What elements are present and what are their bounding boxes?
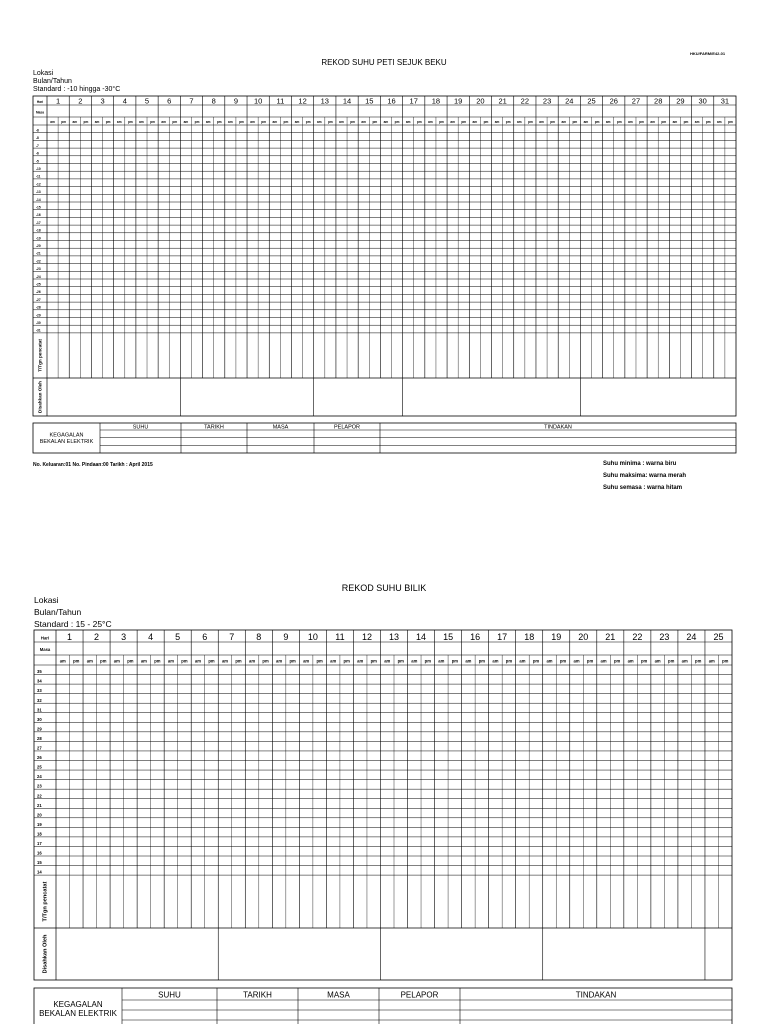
form1-temp-label: -15 (36, 205, 41, 210)
form2-verified-label: Disahkan Oleh (42, 934, 49, 974)
form1-am-label: am (72, 120, 78, 124)
form2-am-label: am (708, 658, 715, 664)
form2-day-number: 14 (416, 632, 427, 643)
form2-am-label: am (194, 658, 201, 664)
form1-temp-label: -10 (36, 167, 41, 172)
form2-am-label: am (140, 658, 147, 664)
form1-temp-label: -6 (36, 151, 39, 156)
form1-am-label: am (294, 120, 300, 124)
form1-footer: No. Keluaran:01 No. Pindaan:00 Tarikh : April 2015 (33, 462, 153, 468)
form1-title: REKOD SUHU PETI SEJUK BEKU (321, 58, 447, 67)
form2-day-number: 8 (256, 632, 262, 643)
form2-am-label: am (627, 658, 634, 664)
form1-day-number: 4 (122, 96, 127, 106)
form2-day-number: 16 (470, 632, 481, 643)
form1-day-number: 9 (233, 96, 239, 106)
form2-failure-frame (34, 988, 732, 1024)
form1-verified-label: Disahkan Oleh (37, 381, 43, 413)
form2-temp-label: 34 (37, 678, 42, 684)
form2-temp-label: 26 (37, 755, 42, 761)
form1-am-label: am (516, 120, 522, 124)
form2-temp-label: 33 (37, 688, 42, 694)
form2-pm-label: pm (181, 658, 188, 664)
form1-day-number: 29 (676, 96, 685, 106)
form2-temp-label: 31 (37, 707, 42, 713)
form2-day-number: 2 (94, 632, 100, 643)
form2-pm-label: pm (343, 658, 350, 664)
form1-temp-label: -28 (36, 305, 41, 310)
form1-am-label: am (250, 120, 255, 124)
form2-day-number: 15 (443, 632, 454, 643)
form1-am-label: am (183, 120, 189, 124)
form1-pm-label: pm (505, 120, 511, 124)
form2-month-year-label: Bulan/Tahun (34, 607, 82, 617)
form1-am-label: am (561, 120, 567, 124)
form2-failure-header: TARIKH (243, 990, 272, 1000)
form2-pm-label: pm (505, 658, 513, 664)
form2-pm-label: pm (586, 658, 594, 664)
form2-failure-header: PELAPOR (400, 990, 439, 1000)
form1-pm-label: pm (661, 120, 667, 124)
form1-failure-header: MASA (272, 424, 289, 431)
form2-temp-label: 20 (37, 812, 42, 818)
form2-am-label: am (113, 658, 120, 664)
legend-max: Suhu maksima: warna merah (603, 473, 687, 479)
form2-pm-label: pm (316, 658, 323, 664)
form1-day-number: 13 (320, 96, 329, 106)
form1-pm-label: pm (239, 120, 244, 124)
form2-pm-label: pm (154, 658, 161, 664)
form1-pm-label: pm (439, 120, 444, 124)
form1-temp-label: -5 (36, 159, 39, 164)
form1-pm-label: pm (639, 120, 644, 124)
form1-temp-label: -12 (36, 182, 41, 187)
form2-am-label: am (573, 658, 580, 664)
form2-pm-label: pm (289, 658, 296, 664)
form2-standard-label: Standard : 15 - 25°C (34, 619, 112, 629)
form1-pm-label: pm (105, 120, 111, 124)
form1-day-number: 26 (609, 96, 618, 106)
form1-pm-label: pm (594, 120, 600, 124)
form1-am-label: am (228, 120, 233, 124)
form1-day-number: 12 (298, 96, 307, 106)
form2-am-label: am (519, 658, 526, 664)
form2-temp-label: 15 (37, 860, 42, 866)
form1-am-label: am (539, 120, 544, 124)
form2-recorder-label: T/Tgn pencatat (42, 881, 49, 922)
form2-am-label: am (465, 658, 472, 664)
form2-title: REKOD SUHU BILIK (341, 583, 427, 593)
form2-am-label: am (167, 658, 174, 664)
form2-day-number: 11 (335, 632, 345, 643)
form1-day-number: 23 (542, 96, 552, 106)
form1-am-label: am (717, 120, 722, 124)
form1-pm-label: pm (194, 120, 200, 124)
form1-pm-label: pm (305, 120, 311, 124)
form1-standard-label: Standard : -10 hingga -30°C (33, 86, 121, 93)
form1-temp-label: -17 (36, 220, 41, 225)
form1-day-number: 21 (498, 96, 507, 106)
form1-temp-label: -23 (36, 267, 41, 272)
form1-am-label: am (650, 120, 655, 124)
form1-location-label: Lokasi (33, 70, 54, 77)
form2-day-number: 24 (686, 632, 697, 643)
form1-temp-label: -20 (36, 244, 41, 249)
form2-failure-header: MASA (327, 990, 350, 1000)
form2-pm-label: pm (127, 658, 134, 664)
form1-pm-label: pm (150, 120, 155, 124)
form1-temp-label: -18 (36, 228, 41, 233)
form1-day-number: 10 (253, 96, 263, 106)
form2-pm-label: pm (208, 658, 215, 664)
form1-temp-label: -26 (36, 290, 41, 295)
form2-pm-label: pm (397, 658, 404, 664)
form2-am-label: am (303, 658, 310, 664)
form1-day-number: 17 (409, 96, 418, 106)
form2-pm-label: pm (451, 658, 458, 664)
form2-pm-label: pm (478, 658, 486, 664)
form1-am-label: am (205, 120, 211, 124)
form2-day-number: 6 (202, 632, 208, 643)
form2-temp-label: 21 (37, 802, 42, 808)
form1-temp-label: -13 (36, 190, 41, 195)
form2-temp-label: 27 (37, 745, 42, 751)
form2-temp-label: 22 (37, 793, 42, 799)
form1-failure-header: TARIKH (204, 424, 224, 431)
form1-temp-label: -19 (36, 236, 41, 241)
form2-day-number: 17 (497, 632, 508, 643)
form1-am-label: am (94, 120, 100, 124)
form1-temp-label: -21 (36, 251, 41, 256)
form2-day-number: 18 (524, 632, 535, 643)
form2-pm-label: pm (100, 658, 107, 664)
form1-pm-label: pm (572, 120, 578, 124)
form1-am-label: am (339, 120, 344, 124)
document-code: HKU/FARM/E42-01 (690, 51, 726, 56)
form2-day-number: 10 (307, 632, 318, 643)
form2-failure-header: TINDAKAN (575, 990, 617, 1000)
form2-pm-label: pm (532, 658, 540, 664)
form2-day-number: 5 (175, 632, 181, 643)
form1-day-number: 3 (100, 96, 105, 106)
form1-pm-label: pm (394, 120, 400, 124)
form2-pm-label: pm (73, 658, 80, 664)
form1-pm-label: pm (83, 120, 89, 124)
form1-am-label: am (316, 120, 322, 124)
form1-day-number: 15 (365, 96, 374, 106)
form1-day-number: 19 (454, 96, 463, 106)
form1-day-number: 6 (167, 96, 172, 106)
form1-failure-label-2: BEKALAN ELEKTRIK (39, 439, 94, 445)
form2-pm-label: pm (559, 658, 567, 664)
form1-day-number: 5 (144, 96, 150, 106)
form1-pm-label: pm (172, 120, 178, 124)
form1-pm-label: pm (683, 120, 689, 124)
form2-temp-label: 29 (37, 726, 42, 732)
form2-temp-label: 14 (37, 869, 42, 875)
form2-pm-label: pm (424, 658, 431, 664)
form2-am-label: am (681, 658, 688, 664)
form1-hari-label: Hari (36, 100, 44, 105)
form1-am-label: am (361, 120, 367, 124)
form2-day-number: 20 (578, 632, 589, 643)
form1-day-number: 31 (720, 96, 730, 106)
form1-month-year-label: Bulan/Tahun (33, 78, 72, 85)
form2-am-label: am (438, 658, 445, 664)
form1-day-number: 16 (387, 96, 396, 106)
form1-failure-header: PELAPOR (334, 424, 360, 431)
form1-pm-label: pm (216, 120, 222, 124)
form2-am-label: am (276, 658, 283, 664)
form2-day-number: 13 (388, 632, 400, 643)
form2-failure-label-1: KEGAGALAN (53, 999, 103, 1009)
form2-am-label: am (384, 658, 391, 664)
form2-temp-label: 30 (37, 716, 42, 722)
form2-am-label: am (59, 658, 66, 664)
form1-pm-label: pm (416, 120, 422, 124)
form1-pm-label: pm (283, 120, 289, 124)
form2-temp-label: 35 (37, 669, 42, 675)
form1-day-number: 28 (654, 96, 663, 106)
form1-temp-label: -24 (36, 274, 41, 279)
form1-pm-label: pm (461, 120, 467, 124)
form1-pm-label: pm (127, 120, 133, 124)
form1-day-number: 20 (476, 96, 485, 106)
form2-temp-label: 17 (37, 841, 42, 847)
form2-day-number: 19 (551, 632, 562, 643)
form1-day-number: 1 (56, 96, 61, 106)
form1-temp-label: -8 (36, 136, 39, 141)
form1-temp-label: -31 (36, 328, 41, 333)
form1-temp-label: -27 (36, 297, 41, 302)
form1-temp-label: -14 (36, 197, 41, 202)
form1-temp-label: -25 (36, 282, 41, 287)
form2-pm-label: pm (640, 658, 648, 664)
form1-day-number: 27 (631, 96, 641, 106)
form2-temp-label: 32 (37, 697, 42, 703)
form2-am-label: am (654, 658, 661, 664)
form1-day-number: 14 (342, 96, 352, 106)
form1-temp-label: -30 (36, 321, 41, 326)
form1-temp-label: -29 (36, 313, 41, 318)
form2-masa-label: Masa (39, 647, 51, 653)
form2-am-label: am (249, 658, 256, 664)
form1-pm-label: pm (528, 120, 533, 124)
form1-temp-label: -11 (36, 174, 41, 179)
form2-day-number: 3 (121, 632, 127, 643)
form2-failure-label-2: BEKALAN ELEKTRIK (39, 1008, 117, 1018)
form1-pm-label: pm (705, 120, 711, 124)
form1-am-label: am (494, 120, 500, 124)
form2-failure-header: SUHU (158, 990, 181, 1000)
form1-temp-label: -8 (36, 128, 39, 133)
legend-current: Suhu semasa : warna hitam (603, 485, 683, 491)
form1-pm-label: pm (372, 120, 378, 124)
form1-day-number: 7 (189, 96, 194, 106)
form2-day-number: 9 (283, 632, 289, 643)
form1-day-number: 18 (431, 96, 441, 106)
form2-location-label: Lokasi (34, 595, 59, 605)
form2-temp-label: 18 (37, 831, 42, 837)
form1-am-label: am (116, 120, 122, 124)
form1-failure-header: SUHU (132, 424, 149, 431)
form1-pm-label: pm (327, 120, 333, 124)
form2-day-number: 4 (148, 632, 154, 643)
form1-am-label: am (383, 120, 389, 124)
form2-pm-label: pm (262, 658, 269, 664)
form1-pm-label: pm (350, 120, 355, 124)
form2-temp-label: 25 (37, 764, 42, 770)
form2-pm-label: pm (695, 658, 702, 664)
form1-am-label: am (139, 120, 144, 124)
form1-am-label: am (605, 120, 611, 124)
form1-temp-label: -16 (36, 213, 41, 218)
form2-pm-label: pm (668, 658, 675, 664)
form1-day-number: 30 (698, 96, 707, 106)
form1-pm-label: pm (728, 120, 733, 124)
form1-temp-label: -7 (36, 143, 39, 148)
form1-am-label: am (583, 120, 589, 124)
form1-am-label: am (428, 120, 433, 124)
form1-day-number: 8 (211, 96, 216, 106)
form1-am-label: am (161, 120, 166, 124)
form2-am-label: am (330, 658, 337, 664)
form2-hari-label: Hari (40, 635, 50, 641)
form1-am-label: am (450, 120, 455, 124)
form1-pm-label: pm (61, 120, 67, 124)
form2-am-label: am (546, 658, 553, 664)
form2-am-label: am (357, 658, 364, 664)
form1-day-number: 25 (587, 96, 596, 106)
form2-temp-label: 28 (37, 735, 42, 741)
form1-masa-label: Masa (36, 110, 44, 115)
form2-temp-label: 24 (37, 774, 42, 780)
form1-day-number: 24 (565, 96, 574, 106)
form2-pm-label: pm (722, 658, 729, 664)
form2-am-label: am (86, 658, 93, 664)
form2-am-label: am (492, 658, 499, 664)
form2-pm-label: pm (235, 658, 242, 664)
form2-day-number: 12 (361, 632, 372, 643)
form1-recorder-label: T/Tgn pencatat (37, 339, 43, 372)
form1-am-label: am (694, 120, 700, 124)
form2-grid-frame (34, 630, 732, 980)
form2-day-number: 22 (632, 632, 643, 643)
form1-am-label: am (628, 120, 633, 124)
form2-day-number: 25 (713, 632, 724, 643)
form1-am-label: am (472, 120, 478, 124)
form1-day-number: 11 (276, 96, 285, 106)
form1-am-label: am (672, 120, 678, 124)
form1-day-number: 22 (520, 96, 530, 106)
form1-temp-label: -22 (36, 259, 41, 264)
form2-day-number: 1 (67, 632, 73, 643)
form2-am-label: am (221, 658, 229, 664)
form2-day-number: 23 (659, 632, 670, 643)
form1-am-label: am (272, 120, 278, 124)
form1-pm-label: pm (616, 120, 622, 124)
form2-pm-label: pm (370, 658, 377, 664)
form2-temp-label: 16 (37, 850, 42, 856)
form2-temp-label: 23 (37, 783, 42, 789)
legend-min: Suhu minima : warna biru (603, 461, 677, 467)
form1-pm-label: pm (550, 120, 556, 124)
form1-failure-header: TINDAKAN (544, 424, 572, 431)
form1-day-number: 2 (78, 96, 83, 106)
form1-am-label: am (50, 120, 55, 124)
form2-am-label: am (600, 658, 607, 664)
form1-pm-label: pm (261, 120, 267, 124)
form2-day-number: 21 (605, 632, 616, 643)
form2-pm-label: pm (613, 658, 621, 664)
form2-temp-label: 19 (37, 821, 42, 827)
form2-day-number: 7 (229, 632, 235, 643)
form2-am-label: am (411, 658, 418, 664)
form1-pm-label: pm (483, 120, 489, 124)
form1-am-label: am (405, 120, 411, 124)
form1-failure-label-1: KEGAGALAN (49, 432, 84, 439)
